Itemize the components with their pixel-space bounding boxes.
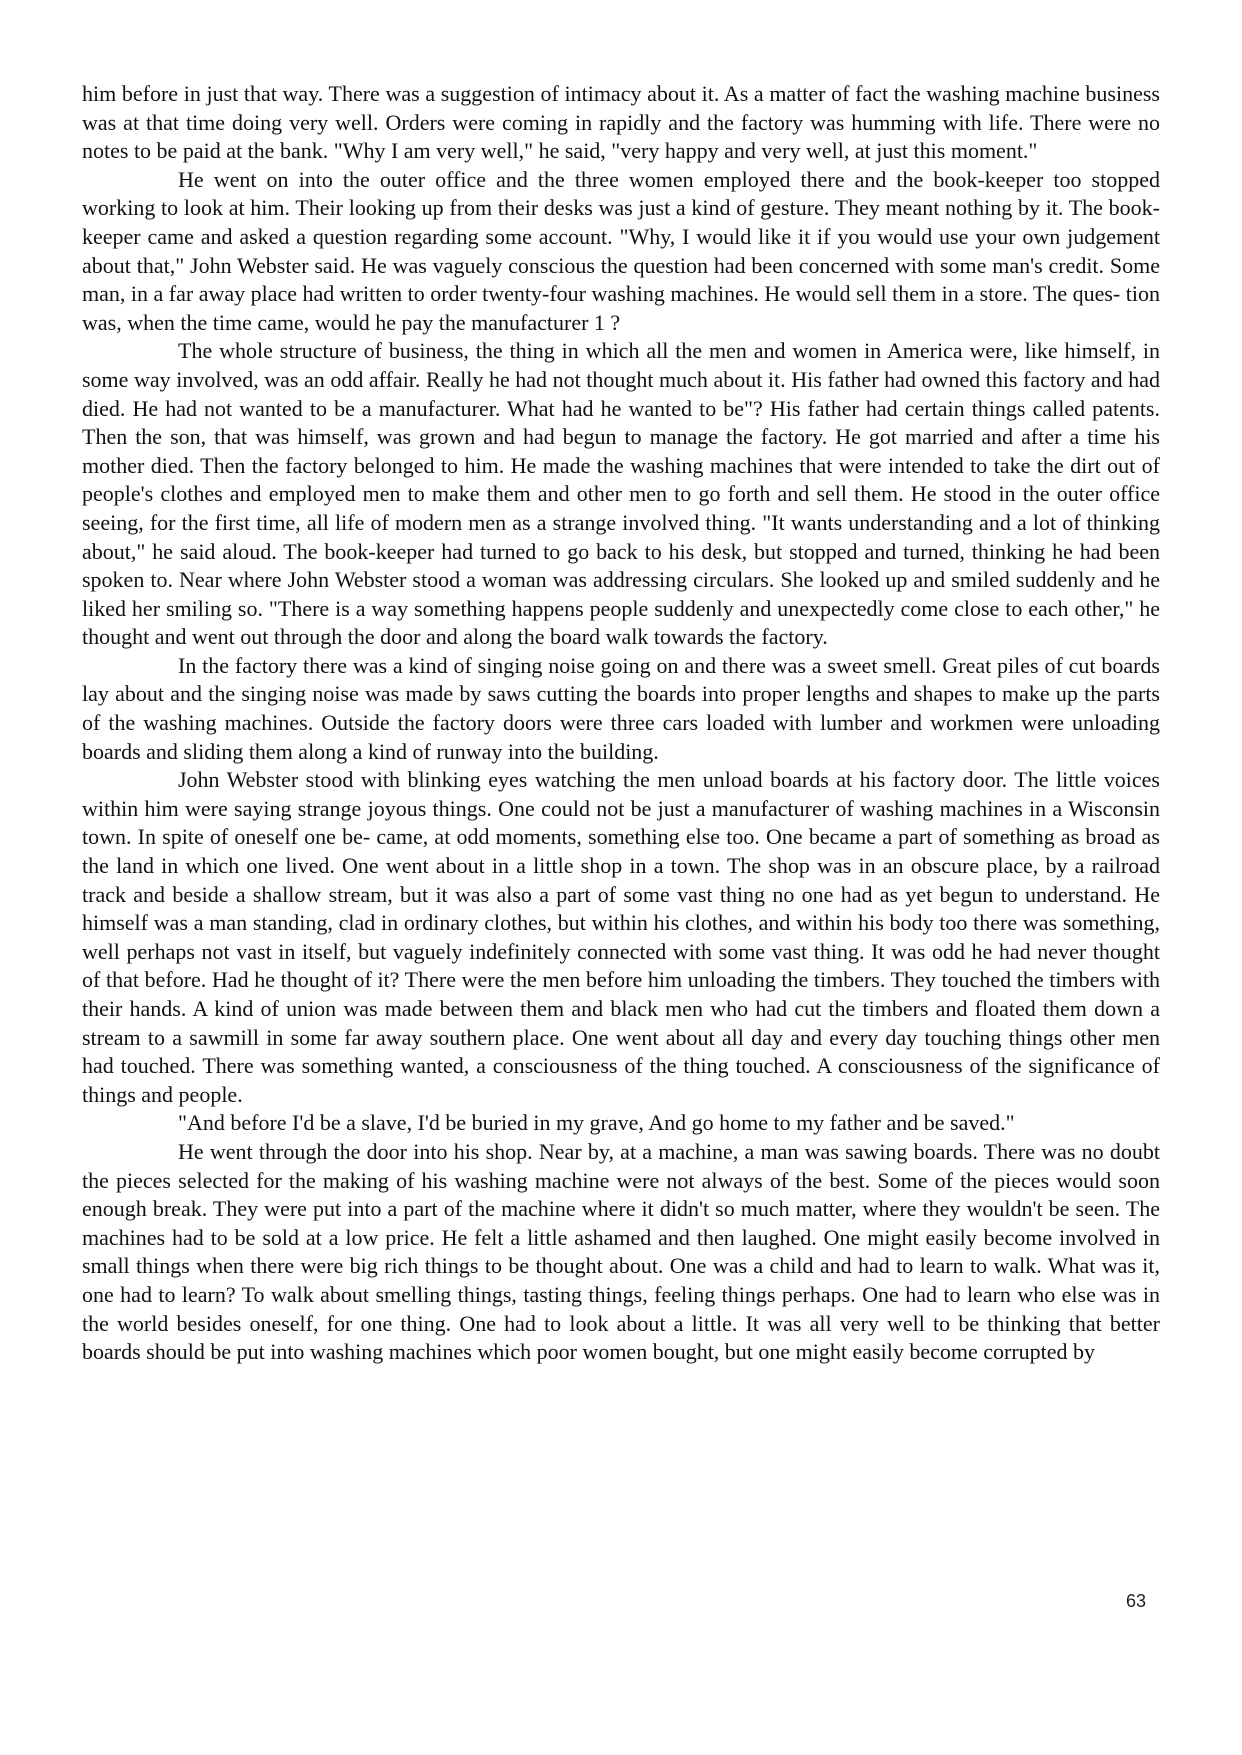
paragraph: In the factory there was a kind of singing noise going on and there was a sweet smell. Great piles of cut boards lay about and the singing noise was made by saws cutting the boards into proper lengths and shapes to make up the parts of the washing machines. Outside the factory doors were three cars loaded with lumber and workmen were unloading boards and sliding them along a kind of runway into the building.	[82, 652, 1160, 764]
body-text	[82, 80, 1160, 1367]
paragraph: He went through the door into his shop. Near by, at a machine, a man was sawing boards. There was no doubt the pieces selected for the making of his washing machine were not always of the best. Some of the pieces would soon enough break. They were put into a part of the machine where it didn't so much matter, where they wouldn't be seen. The machines had to be sold at a low price. He felt a little ashamed and then laughed. One might easily become involved in small things when there were big rich things to be thought about. One was a child and had to learn to walk. What was it, one had to learn? To walk about smelling things, tasting things, feeling things perhaps. One had to learn who else was in the world besides oneself, for one thing. One had to look about a little. It was all very well to be thinking that better boards should be put into washing machines which poor women bought, but one might easily become corrupted by	[82, 1138, 1160, 1365]
paragraph: The whole structure of business, the thing in which all the men and women in America were, like himself, in some way involved, was an odd affair. Really he had not thought much about it. His father had owned this factory and had died. He had not wanted to be a manufacturer. What had he wanted to be"? His father had certain things called patents. Then the son, that was himself, was grown and had begun to manage the factory. He got married and after a time his mother died. Then the factory belonged to him. He made the washing machines that were intended to take the dirt out of people's clothes and employed men to make them and other men to go forth and sell them. He stood in the outer office seeing, for the first time, all life of modern men as a strange involved thing. "It wants understanding and a lot of thinking about," he said aloud. The book-keeper had turned to go back to his desk, but stopped and turned, thinking he had been spoken to. Near where John Webster stood a woman was addressing circulars. She looked up and smiled suddenly and he liked her smiling so. "There is a way something happens people suddenly and unexpectedly come close to each other," he thought and went out through the door and along the board walk towards the factory.	[82, 338, 1160, 650]
page-number: 63	[1125, 1591, 1146, 1611]
song-quote: "And before I'd be a slave, I'd be buried in my grave, And go home to my father and be saved."	[178, 1110, 1015, 1136]
paragraph: John Webster stood with blinking eyes watching the men unload boards at his factory door. The little voices within him were saying strange joyous things. One could not be just a manufacturer of washing machines in a Wisconsin town. In spite of oneself one be- came, at odd moments, something else too. One became a part of something as broad as the land in which one lived. One went about in a little shop in a town. The shop was in an obscure place, by a railroad track and beside a shallow stream, but it was also a part of some vast thing no one had as yet begun to understand. He himself was a man standing, clad in ordinary clothes, but within his clothes, and within his body too there was something, well perhaps not vast in itself, but vaguely indefinitely connected with some vast thing. It was odd he had never thought of that before. Had he thought of it? There were the men before him unloading the timbers. They touched the timbers with their hands. A kind of union was made between them and black men who had cut the timbers and floated them down a stream to a sawmill in some far away southern place. One went about all day and every day touching things other men had touched. There was something wanted, a consciousness of the thing touched. A consciousness of the significance of things and people.	[82, 767, 1160, 1107]
paragraph: him before in just that way. There was a suggestion of intimacy about it. As a matter of fact the washing machine business was at that time doing very well. Orders were coming in rapidly and the factory was humming with life. There were no notes to be paid at the bank. "Why I am very well," he said, "very happy and very well, at just this moment."	[82, 81, 1160, 164]
paragraph: He went on into the outer office and the three women employed there and the book-keeper too stopped working to look at him. Their looking up from their desks was just a kind of gesture. They meant nothing by it. The book-keeper came and asked a question regarding some account. "Why, I would like it if you would use your own judgement about that," John Webster said. He was vaguely conscious the question had been concerned with some man's credit. Some man, in a far away place had written to order twenty-four washing machines. He would sell them in a store. The ques- tion was, when the time came, would he pay the manufacturer 1 ?	[82, 166, 1160, 335]
